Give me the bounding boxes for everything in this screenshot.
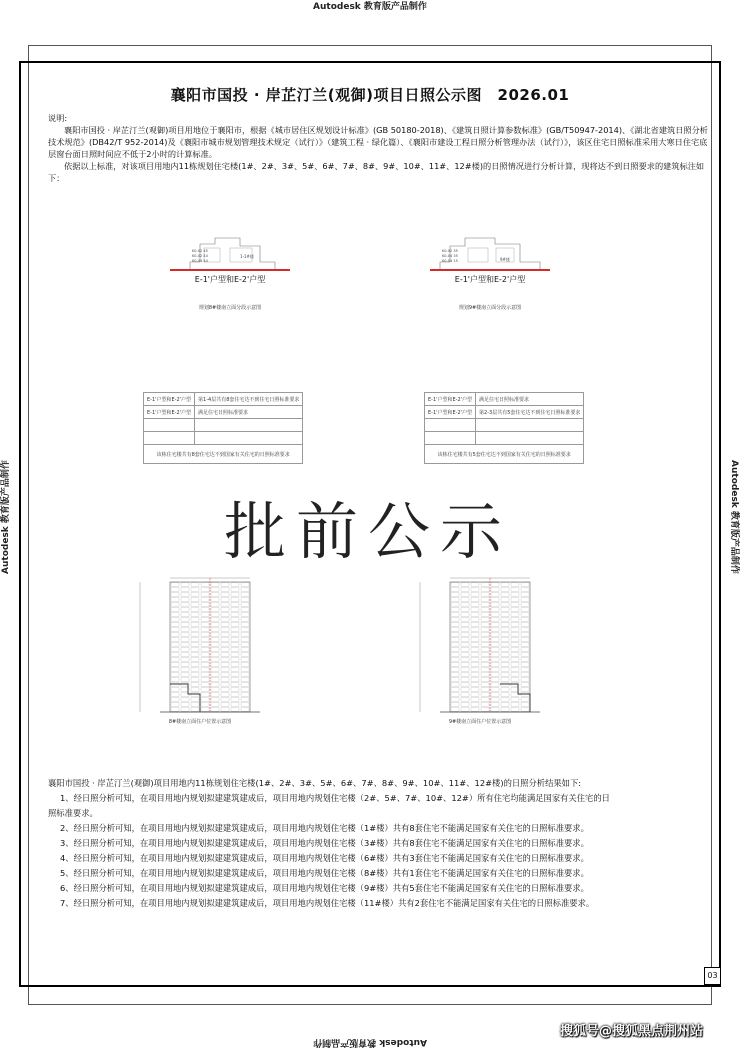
table-cell (144, 419, 195, 432)
table-row (425, 419, 584, 432)
intro-section (48, 112, 708, 184)
elevation-left (120, 572, 270, 732)
plan-left-unit-label: E-1'户型和E-2'户型 (194, 275, 266, 284)
stamp-text: 批前公示 (223, 495, 512, 568)
table-cell: E-1'户型和E-2'户型 (144, 406, 195, 419)
result-item: 2、经日照分析可知，在项目用地内规划拟建建筑建成后，项目用地内规划住宅楼（1#楼）共有8套住宅不能满足国家有关住宅的日照标准要求。 (60, 823, 589, 833)
footer-brand: 搜狐号@搜狐黑点荆州站 (560, 1024, 704, 1039)
elevation-right (400, 572, 550, 732)
page-title: 襄阳市国投 · 岸芷汀兰(观御)项目日照公示图 2026.01 (170, 86, 570, 104)
results-section (48, 776, 708, 911)
watermark-right: Autodesk 教育版产品制作 (729, 460, 739, 574)
plan-right (420, 232, 560, 322)
result-item: 7、经日照分析可知，在项目用地内规划拟建建筑建成后，项目用地内规划住宅楼（11#楼）共有2套住宅不能满足国家有关住宅的日照标准要求。 (60, 898, 595, 908)
table-footer: 该栋住宅楼共有5套住宅达不到国家有关住宅的日照标准要求 (425, 445, 584, 464)
svg-text:K0-02 35: K0-02 35 (442, 249, 458, 253)
intro-heading: 说明: (48, 113, 68, 123)
table-right (424, 392, 584, 464)
table-cell: 第2-3层共有5套住宅达不到住宅日照标准要求 (476, 406, 584, 419)
result-item: 3、经日照分析可知，在项目用地内规划拟建建筑建成后，项目用地内规划住宅楼（3#楼）共有8套住宅不能满足国家有关住宅的日照标准要求。 (60, 838, 589, 848)
table-cell (195, 419, 303, 432)
svg-text:K0-04 44: K0-04 44 (192, 259, 208, 263)
plan-left-tag: 1-1#楼 (240, 254, 254, 259)
result-item: 1、经日照分析可知，在项目用地内规划拟建建筑建成后，项目用地内规划住宅楼（2#、5#、7#、10#、12#）所有住宅均能满足国家有关住宅的日 (60, 793, 610, 803)
table-cell: E-1'户型和E-2'户型 (425, 406, 476, 419)
plan-left-caption: 规划8#楼南立面分段示意图 (198, 305, 262, 311)
table-cell (476, 432, 584, 445)
watermark-bottom: Autodesk 教育版产品制作 (313, 1037, 427, 1047)
intro-paragraph-1: 襄阳市国投 · 岸芷汀兰(观御)项目用地位于襄阳市，根据《城市居住区规划设计标准》(GB 50180-2018)、《建筑日照计算参数标准》(GB/T50947-2014)、《湖北省建筑日照分析技术规范》(DB42/T 952-2014)及《襄阳市城市规划管理技术规定（试行）》（建筑工程 · 绿化篇）、《襄阳市建设工程日照分析管理办法（试行）》，该区住宅日照标准采用大寒日住宅底层窗台面日照时间应不低于2小时的计算标准。 (48, 125, 708, 159)
elevation-left-drawing (120, 572, 270, 732)
table-row (425, 406, 584, 419)
table-cell: E-1'户型和E-2'户型 (425, 393, 476, 406)
table-footer: 该栋住宅楼共有8套住宅达不到国家有关住宅的日照标准要求 (144, 445, 303, 464)
table-cell: 满足住宅日照标准要求 (476, 393, 584, 406)
plan-right-unit-label: E-1'户型和E-2'户型 (454, 275, 526, 284)
table-cell (476, 419, 584, 432)
watermark-left: Autodesk 教育版产品制作 (1, 460, 11, 574)
table-cell: 第1-4层共有8套住宅达不到住宅日照标准要求 (195, 393, 303, 406)
results-intro: 襄阳市国投 · 岸芷汀兰(观御)项目用地内11栋规划住宅楼(1#、2#、3#、5#、6#、7#、8#、9#、10#、11#、12#楼)的日照分析结果如下: (48, 778, 582, 788)
plan-right-caption: 规划9#楼南立面分段示意图 (458, 305, 522, 311)
elevation-right-caption: 9#楼南立面住户位置示意图 (448, 719, 512, 725)
table-row (144, 406, 303, 419)
intro-paragraph-2: 依据以上标准，对该项目用地内11栋规划住宅楼(1#、2#、3#、5#、6#、7#、8#、9#、10#、11#、12#楼)的日照情况进行分析计算，现将达不到日照要求的建筑标注如下： (48, 161, 705, 183)
table-cell (425, 432, 476, 445)
table-row (425, 393, 584, 406)
svg-text:K0-04 15: K0-04 15 (442, 259, 458, 263)
table-footer-row (425, 445, 584, 464)
elevation-left-caption: 8#楼南立面住户位置示意图 (168, 719, 232, 725)
plan-right-tag: 9#楼 (500, 257, 510, 262)
result-item: 5、经日照分析可知，在项目用地内规划拟建建筑建成后，项目用地内规划住宅楼（8#楼）共有1套住宅不能满足国家有关住宅的日照标准要求。 (60, 868, 589, 878)
svg-text:K0-02 45: K0-02 45 (192, 249, 208, 253)
result-item: 6、经日照分析可知，在项目用地内规划拟建建筑建成后，项目用地内规划住宅楼（9#楼）共有5套住宅不能满足国家有关住宅的日照标准要求。 (60, 883, 589, 893)
table-row (425, 432, 584, 445)
table-row (144, 419, 303, 432)
plan-left (160, 232, 300, 322)
table-row (144, 393, 303, 406)
table-cell (195, 432, 303, 445)
svg-text:K0-04 35: K0-04 35 (442, 254, 458, 258)
elevation-right-drawing (400, 572, 550, 732)
result-item: 4、经日照分析可知，在项目用地内规划拟建建筑建成后，项目用地内规划住宅楼（6#楼）共有3套住宅不能满足国家有关住宅的日照标准要求。 (60, 853, 589, 863)
table-left (143, 392, 303, 464)
table-row (144, 432, 303, 445)
svg-text:K0-02 44: K0-02 44 (192, 254, 208, 258)
table-cell (425, 419, 476, 432)
table-cell: E-1'户型和E-2'户型 (144, 393, 195, 406)
table-cell (144, 432, 195, 445)
table-footer-row (144, 445, 303, 464)
table-cell: 满足住宅日照标准要求 (195, 406, 303, 419)
watermark-top: Autodesk 教育版产品制作 (313, 2, 427, 12)
page-number: 03 (704, 967, 721, 985)
result-item: 照标准要求。 (48, 808, 98, 818)
